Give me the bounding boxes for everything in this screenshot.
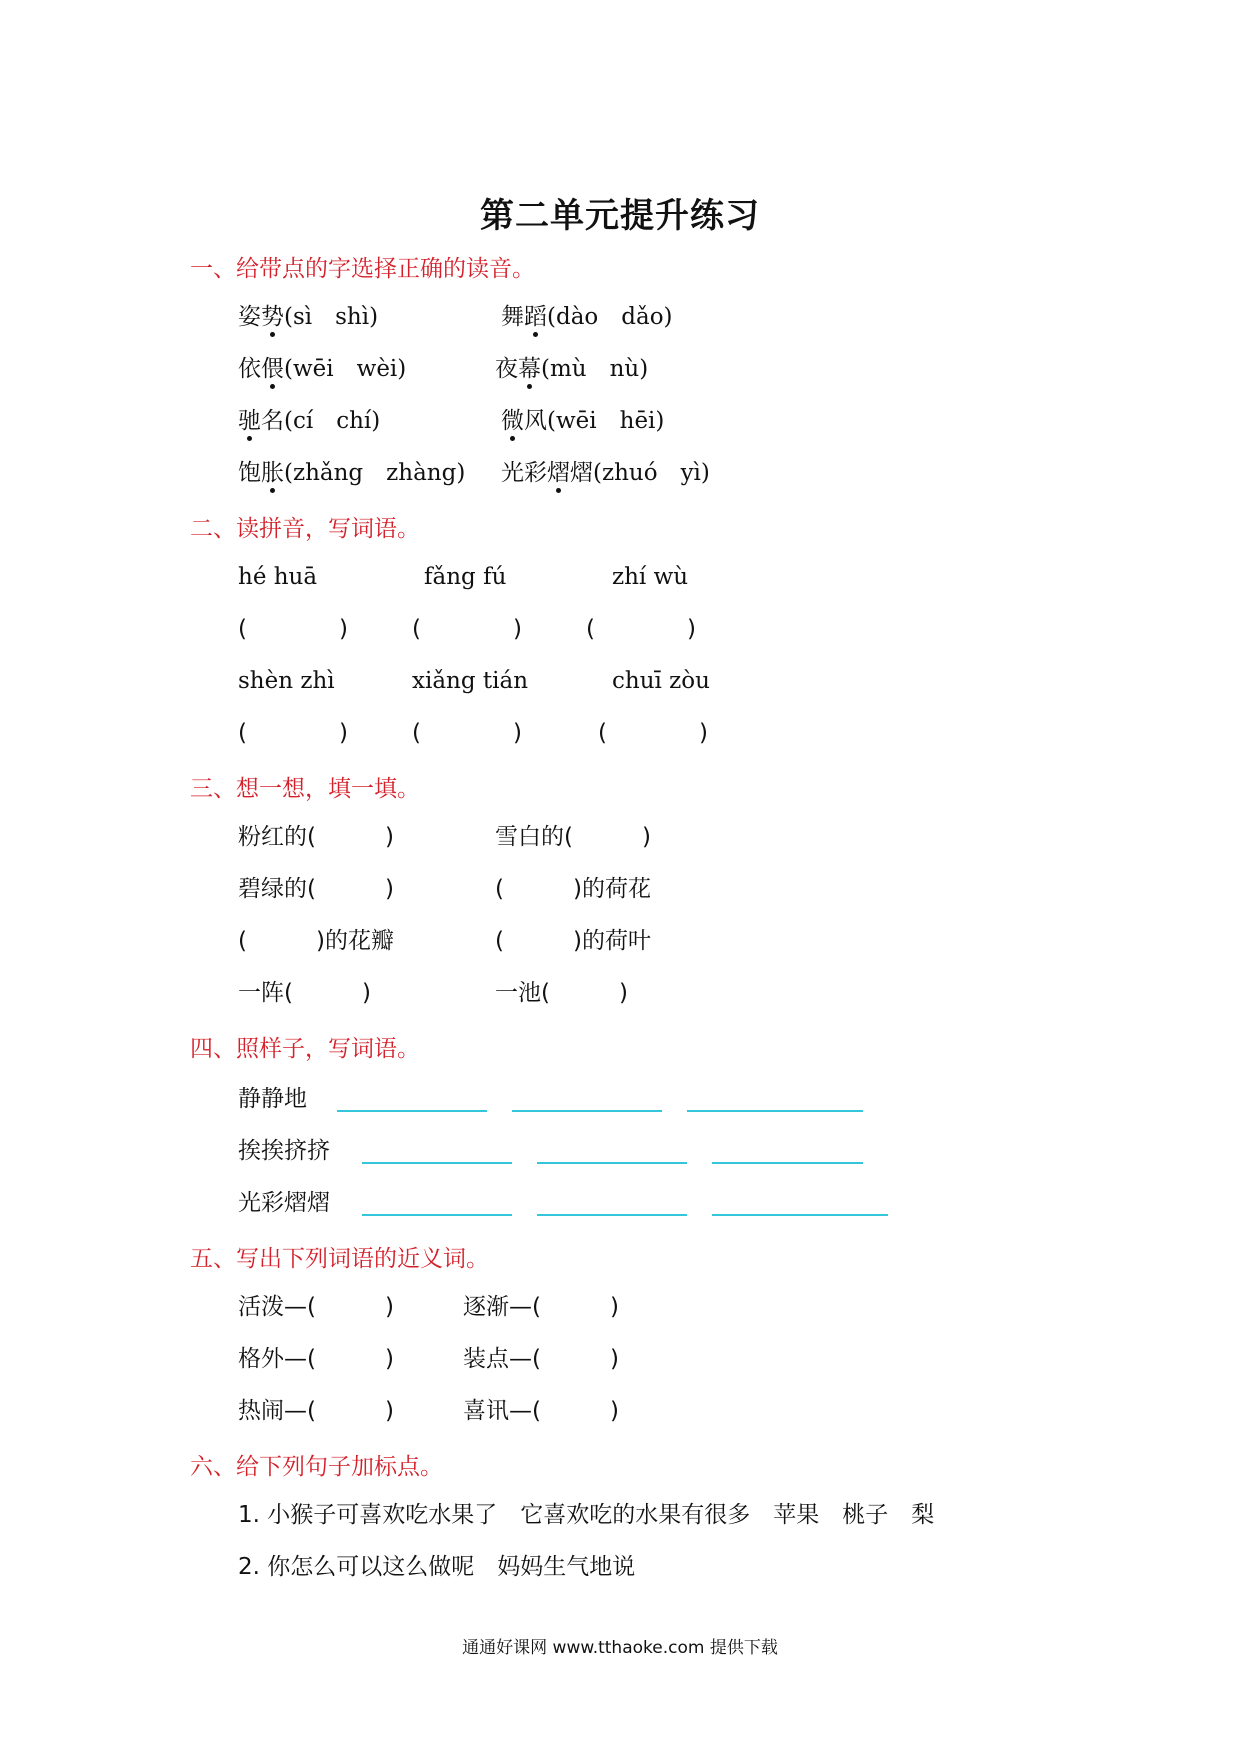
section-2-heading: 二、读拼音，写词语。 [190,516,420,542]
answer-line[interactable] [537,1162,687,1164]
answer-blank[interactable]: ( ) [598,720,708,746]
punctuation-sentence[interactable]: 2. 你怎么可以这么做呢 妈妈生气地说 [238,1554,636,1580]
answer-line[interactable] [362,1162,512,1164]
fill-item[interactable]: 碧绿的( ) [238,876,394,902]
section-4-heading: 四、照样子，写词语。 [190,1036,420,1062]
pinyin-prompt: chuī zòu [612,668,710,694]
fill-item[interactable]: ( )的花瓣 [238,928,394,954]
answer-line[interactable] [712,1162,863,1164]
s1-item: 依偎(wēi wèi) [238,356,407,382]
s1-item: 饱胀(zhǎng zhàng) [238,460,466,486]
synonym-item[interactable]: 装点—( ) [463,1346,619,1372]
page-title: 第二单元提升练习 [480,196,760,236]
fill-item[interactable]: 雪白的( ) [495,824,651,850]
pinyin-prompt: shèn zhì [238,668,335,694]
answer-line[interactable] [337,1110,487,1112]
answer-line[interactable] [512,1110,662,1112]
s1-item: 微风(wēi hēi) [501,408,665,434]
footer-credit: 通通好课网 www.tthaoke.com 提供下载 [462,1638,778,1658]
section-3-heading: 三、想一想，填一填。 [190,776,420,802]
pinyin-prompt: xiǎng tián [412,668,529,694]
s1-item: 驰名(cí chí) [238,408,381,434]
example-word: 静静地 [238,1086,307,1112]
example-word: 挨挨挤挤 [238,1138,330,1164]
answer-line[interactable] [687,1110,863,1112]
s1-item: 姿势(sì shì) [238,304,379,330]
synonym-item[interactable]: 活泼—( ) [238,1294,394,1320]
fill-item[interactable]: ( )的荷花 [495,876,651,902]
example-word: 光彩熠熠 [238,1190,330,1216]
fill-item[interactable]: 一池( ) [495,980,628,1006]
answer-blank[interactable]: ( ) [412,720,522,746]
s1-item: 舞蹈(dào dǎo) [501,304,673,330]
synonym-item[interactable]: 逐渐—( ) [463,1294,619,1320]
section-5-heading: 五、写出下列词语的近义词。 [190,1246,489,1272]
answer-blank[interactable]: ( ) [238,616,348,642]
answer-line[interactable] [712,1214,888,1216]
s1-item: 光彩熠熠(zhuó yì) [501,460,710,486]
pinyin-prompt: zhí wù [612,564,689,590]
fill-item[interactable]: ( )的荷叶 [495,928,651,954]
section-1-heading: 一、给带点的字选择正确的读音。 [190,256,535,282]
synonym-item[interactable]: 热闹—( ) [238,1398,394,1424]
punctuation-sentence[interactable]: 1. 小猴子可喜欢吃水果了 它喜欢吃的水果有很多 苹果 桃子 梨 [238,1502,935,1528]
answer-blank[interactable]: ( ) [412,616,522,642]
fill-item[interactable]: 粉红的( ) [238,824,394,850]
s1-item: 夜幕(mù nù) [495,356,649,382]
synonym-item[interactable]: 喜讯—( ) [463,1398,619,1424]
fill-item[interactable]: 一阵( ) [238,980,371,1006]
pinyin-prompt: hé huā [238,564,318,590]
answer-line[interactable] [362,1214,512,1216]
synonym-item[interactable]: 格外—( ) [238,1346,394,1372]
answer-blank[interactable]: ( ) [238,720,348,746]
section-6-heading: 六、给下列句子加标点。 [190,1454,443,1480]
answer-blank[interactable]: ( ) [586,616,696,642]
answer-line[interactable] [537,1214,687,1216]
pinyin-prompt: fǎng fú [424,564,507,590]
